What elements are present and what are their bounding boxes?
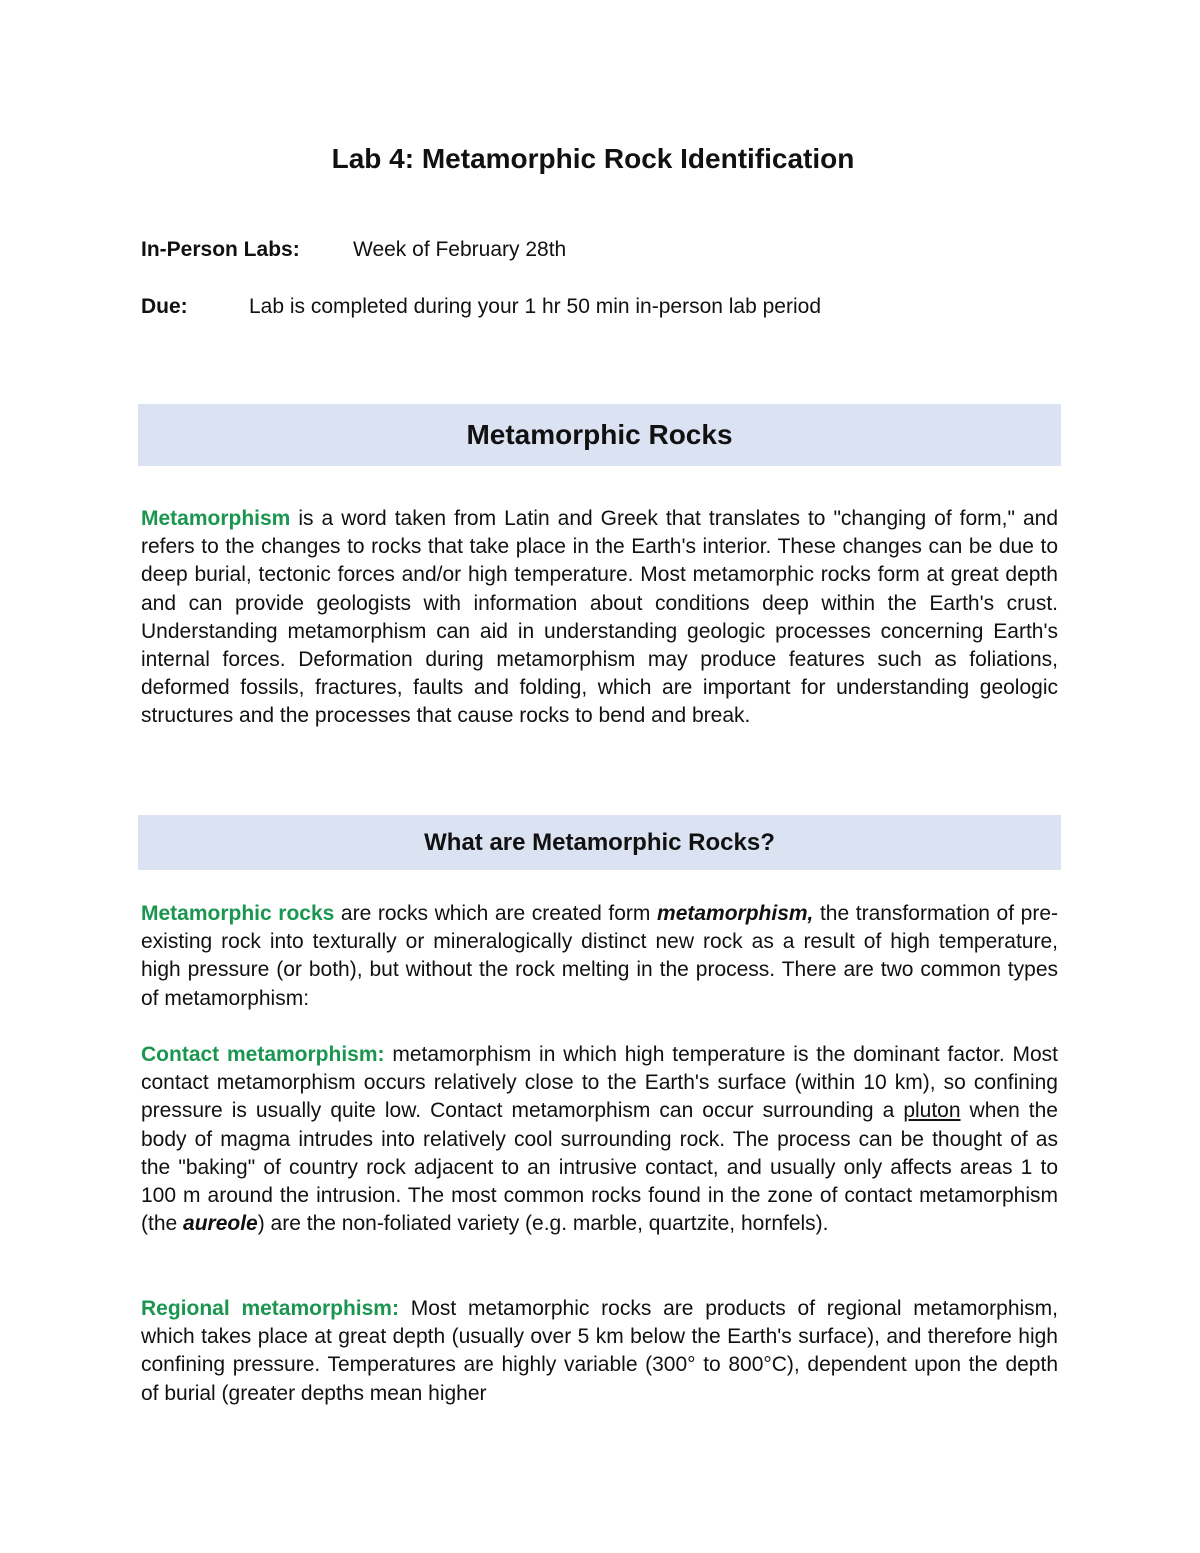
aureole-emphasis: aureole	[183, 1212, 258, 1236]
in-person-labs-value: Week of February 28th	[353, 238, 567, 261]
pluton-link[interactable]: pluton	[903, 1099, 961, 1123]
due-label: Due:	[141, 295, 188, 318]
due-value: Lab is completed during your 1 hr 50 min in-person lab period	[249, 295, 821, 318]
contact-metamorphism-paragraph	[141, 1041, 1058, 1238]
metamorphic-rocks-paragraph	[141, 900, 1058, 1013]
regional-metamorphism-text: Most metamorphic rocks are products of regional metamorphism, which takes place at great depth (usually over 5 km below the Earth's surface), and therefore high confining pressure. Temperatures are highly variable (300° to 800°C), dependent upon the depth of burial (greater depths mean higher	[141, 1297, 1058, 1405]
regional-metamorphism-paragraph	[141, 1295, 1058, 1408]
regional-metamorphism-term: Regional metamorphism:	[141, 1297, 399, 1320]
section-heading-what-are-metamorphic-rocks: What are Metamorphic Rocks?	[138, 815, 1061, 870]
metamorphism-paragraph	[141, 505, 1058, 731]
document-title: Lab 4: Metamorphic Rock Identification	[331, 143, 855, 174]
metamorphism-term: Metamorphism	[141, 507, 291, 530]
contact-metamorphism-text-b: when the body of magma intrudes into relatively cool surrounding rock. The process can be thought of as the "baking" of country rock adjacent to an intrusive contact, and usually only affects areas 1 to 100 m around the intrusion. The most common rocks found in the zone of contact metamorphism (the	[141, 1099, 1058, 1236]
due-row	[141, 293, 821, 321]
metamorphic-rocks-term: Metamorphic rocks	[141, 902, 335, 925]
metamorphic-rocks-text-a: are rocks which are created form	[334, 902, 658, 925]
metamorphic-rocks-text-b: the transformation of pre-existing rock into texturally or mineralogically distinct new rock as a result of high temperature, high pressure (or both), but without the rock melting in the process. There are two common types of metamorphism:	[141, 902, 1058, 1010]
contact-metamorphism-text-c: ) are the non-foliated variety (e.g. marble, quartzite, hornfels).	[257, 1212, 829, 1236]
in-person-labs-row	[141, 236, 567, 264]
metamorphism-text: is a word taken from Latin and Greek that translates to "changing of form," and refers to the changes to rocks that take place in the Earth's interior. These changes can be due to deep burial, tectonic forces and/or high temperature. Most metamorphic rocks form at great depth and can provide geologists with information about conditions deep within the Earth's crust. Understanding metamorphism can aid in understanding geologic processes concerning Earth's internal forces. Deformation during metamorphism may produce features such as foliations, deformed fossils, fractures, faults and folding, which are important for understanding geologic structures and the processes that cause rocks to bend and break.	[141, 507, 1058, 728]
contact-metamorphism-text-a: metamorphism in which high temperature is the dominant factor. Most contact metamorphism occurs relatively close to the Earth's surface (within 10 km), so confining pressure is usually quite low. Contact metamorphism can occur surrounding a	[141, 1043, 1059, 1123]
metamorphism-emphasis: metamorphism,	[657, 902, 814, 925]
section-heading-metamorphic-rocks: Metamorphic Rocks	[138, 404, 1061, 466]
in-person-labs-label: In-Person Labs:	[141, 238, 300, 261]
contact-metamorphism-term: Contact metamorphism:	[141, 1043, 385, 1066]
